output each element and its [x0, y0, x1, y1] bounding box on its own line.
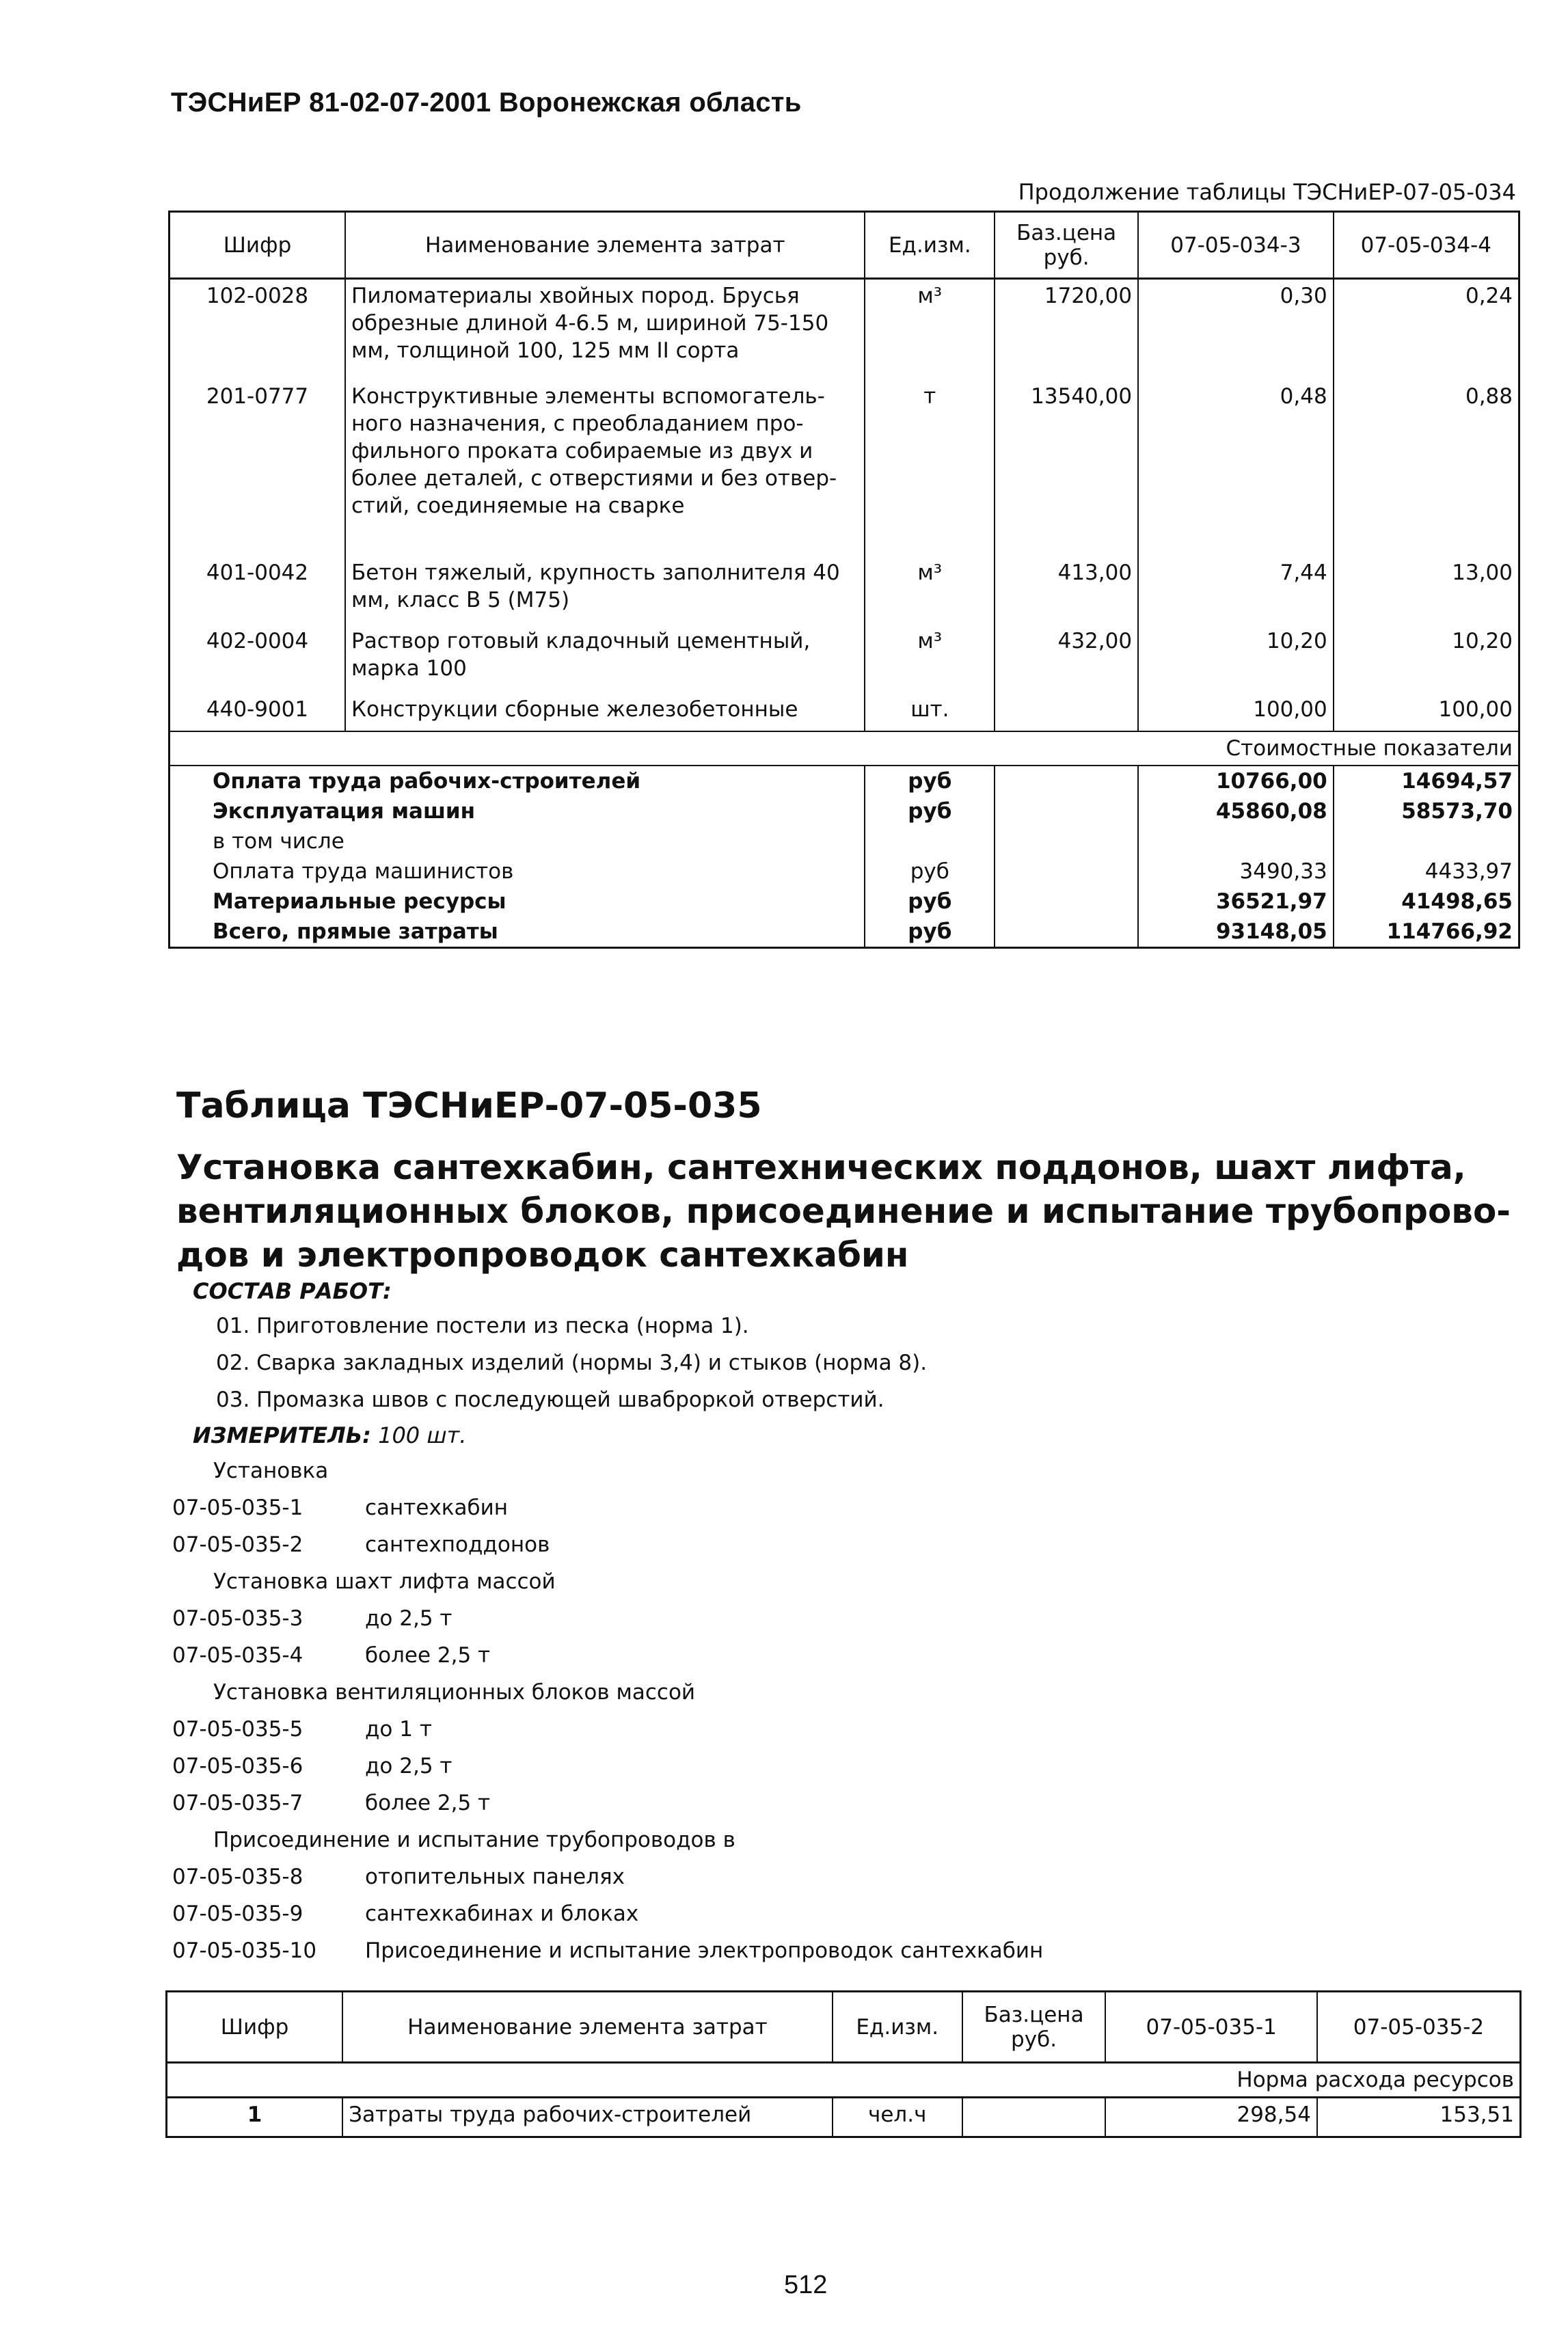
list-item-code: 07-05-035-1: [172, 1496, 303, 1520]
row-code: 201-0777: [170, 380, 346, 556]
resource-table-034: [168, 211, 1520, 949]
col-header-price: Баз.цена руб.: [962, 1992, 1106, 2063]
list-item-text: отопительных панелях: [365, 1865, 625, 1889]
resource-table-035: [165, 1990, 1522, 2138]
summary-value-2: 58573,70: [1334, 796, 1519, 826]
row-value-1: 7,44: [1138, 556, 1334, 625]
row-unit: м³: [865, 279, 995, 380]
measure-unit-value: 100 шт.: [378, 1422, 467, 1448]
section-subtitle: Установка сантехкабин, сантехнических поддонов, шахт лифта, вентиляционных блоков, присоединение и испытание трубопрово-дов и электропроводок сантехкабин: [176, 1148, 1511, 1275]
page-number: 512: [784, 2271, 828, 2299]
summary-name: Оплата труда рабочих-строителей: [170, 766, 865, 796]
row-value-1: 10,20: [1138, 625, 1334, 693]
list-item-text: более 2,5 т: [365, 1791, 491, 1815]
norm-label-row: [167, 2063, 1521, 2098]
summary-unit: руб: [865, 856, 995, 887]
list-item-text: сантехкабин: [365, 1496, 509, 1520]
list-item-text: до 2,5 т: [365, 1754, 452, 1778]
list-item-code: 07-05-035-6: [172, 1754, 303, 1778]
summary-unit: руб: [865, 917, 995, 948]
row-code: 440-9001: [170, 693, 346, 731]
summary-row: [170, 917, 1519, 948]
col-header-price: Баз.цена руб.: [995, 212, 1138, 279]
list-item-text: Присоединение и испытание электропроводок сантехкабин: [365, 1938, 1044, 1963]
row-value-2: 100,00: [1334, 693, 1519, 731]
summary-name: Всего, прямые затраты: [170, 917, 865, 948]
list-group-heading: Присоединение и испытание трубопроводов в: [213, 1828, 735, 1852]
summary-unit: [865, 826, 995, 856]
list-item-code: 07-05-035-4: [172, 1643, 303, 1668]
row-unit: шт.: [865, 693, 995, 731]
table-row: [170, 556, 1519, 625]
row-unit: т: [865, 380, 995, 556]
measure-unit-label: ИЗМЕРИТЕЛЬ:: [193, 1422, 371, 1448]
row-value-2: 153,51: [1317, 2098, 1521, 2137]
col-header-unit: Ед.изм.: [865, 212, 995, 279]
list-item-code: 07-05-035-10: [172, 1938, 317, 1963]
col-header-name: Наименование элемента затрат: [345, 212, 865, 279]
summary-row: [170, 826, 1519, 856]
summary-name: в том числе: [170, 826, 865, 856]
table-row: [170, 380, 1519, 556]
row-name: Раствор готовый кладочный цементный, марка 100: [345, 625, 865, 693]
list-item-code: 07-05-035-3: [172, 1606, 303, 1631]
row-code: 1: [167, 2098, 343, 2137]
list-item-text: сантехкабинах и блоках: [365, 1902, 639, 1926]
list-group-heading: Установка: [213, 1459, 329, 1483]
list-item-text: сантехподдонов: [365, 1532, 550, 1557]
col-header-code: Шифр: [167, 1992, 343, 2063]
work-item: 03. Промазка швов с последующей шваброркой отверстий.: [216, 1388, 884, 1412]
col-header-norm-1: 07-05-035-1: [1105, 1992, 1316, 2063]
list-item-code: 07-05-035-8: [172, 1865, 303, 1889]
list-item-text: до 2,5 т: [365, 1606, 452, 1631]
summary-row: [170, 856, 1519, 887]
row-unit: чел.ч: [833, 2098, 962, 2137]
summary-value-2: 41498,65: [1334, 887, 1519, 917]
list-item-text: до 1 т: [365, 1717, 432, 1742]
summary-value-1: 3490,33: [1138, 856, 1334, 887]
summary-value-2: 4433,97: [1334, 856, 1519, 887]
row-value-1: 298,54: [1105, 2098, 1316, 2137]
col-header-norm-1: 07-05-034-3: [1138, 212, 1334, 279]
row-name: Затраты труда рабочих-строителей: [342, 2098, 833, 2137]
table-row: [170, 279, 1519, 380]
row-value-2: 0,24: [1334, 279, 1519, 380]
row-price: 432,00: [995, 625, 1138, 693]
table-row: [167, 2098, 1521, 2137]
work-composition-heading: СОСТАВ РАБОТ:: [193, 1278, 392, 1304]
row-value-2: 0,88: [1334, 380, 1519, 556]
list-item-code: 07-05-035-7: [172, 1791, 303, 1815]
summary-name: Оплата труда машинистов: [170, 856, 865, 887]
table-continuation-caption: Продолжение таблицы ТЭСНиЕР-07-05-034: [1018, 179, 1516, 205]
row-name: Конструкции сборные железобетонные: [345, 693, 865, 731]
summary-value-1: 10766,00: [1138, 766, 1334, 796]
work-item: 02. Сварка закладных изделий (нормы 3,4) и стыков (норма 8).: [216, 1351, 928, 1375]
list-item-code: 07-05-035-2: [172, 1532, 303, 1557]
summary-unit: руб: [865, 887, 995, 917]
row-price: [995, 693, 1138, 731]
list-item-code: 07-05-035-5: [172, 1717, 303, 1742]
row-name: Пиломатериалы хвойных пород. Брусья обрезные длиной 4-6.5 м, шириной 75-150 мм, толщиной 100, 125 мм II сорта: [345, 279, 865, 380]
col-header-norm-2: 07-05-034-4: [1334, 212, 1519, 279]
summary-unit: руб: [865, 796, 995, 826]
row-price: [962, 2098, 1106, 2137]
norm-label: Норма расхода ресурсов: [167, 2063, 1521, 2098]
row-code: 102-0028: [170, 279, 346, 380]
col-header-name: Наименование элемента затрат: [342, 1992, 833, 2063]
summary-name: Эксплуатация машин: [170, 796, 865, 826]
measure-unit: [193, 1422, 466, 1448]
summary-unit: руб: [865, 766, 995, 796]
table-row: [170, 625, 1519, 693]
summary-value-1: 45860,08: [1138, 796, 1334, 826]
row-value-1: 0,30: [1138, 279, 1334, 380]
col-header-unit: Ед.изм.: [833, 1992, 962, 2063]
summary-row: [170, 796, 1519, 826]
list-group-heading: Установка шахт лифта массой: [213, 1569, 556, 1594]
summary-row: [170, 766, 1519, 796]
document-header: ТЭСНиЕР 81-02-07-2001 Воронежская область: [171, 87, 802, 118]
list-item-text: более 2,5 т: [365, 1643, 491, 1668]
table-row: [170, 693, 1519, 731]
summary-value-2: [1334, 826, 1519, 856]
work-item: 01. Приготовление постели из песка (норма 1).: [216, 1314, 749, 1338]
summary-value-1: 93148,05: [1138, 917, 1334, 948]
summary-value-1: [1138, 826, 1334, 856]
summary-label-row: [170, 731, 1519, 766]
row-unit: м³: [865, 625, 995, 693]
summary-row: [170, 887, 1519, 917]
summary-value-2: 14694,57: [1334, 766, 1519, 796]
row-value-1: 0,48: [1138, 380, 1334, 556]
col-header-norm-2: 07-05-035-2: [1317, 1992, 1521, 2063]
row-name: Конструктивные элементы вспомогатель-ного назначения, с преобладанием про-фильного проката собираемые из двух и более деталей, с отверстиями и без отвер-стий, соединяемые на сварке: [345, 380, 865, 556]
row-price: 1720,00: [995, 279, 1138, 380]
row-price: 13540,00: [995, 380, 1138, 556]
summary-label: Стоимостные показатели: [170, 731, 1519, 766]
section-title: Таблица ТЭСНиЕР-07-05-035: [176, 1085, 762, 1126]
col-header-code: Шифр: [170, 212, 346, 279]
list-group-heading: Установка вентиляционных блоков массой: [213, 1680, 696, 1705]
row-value-1: 100,00: [1138, 693, 1334, 731]
list-item-code: 07-05-035-9: [172, 1902, 303, 1926]
row-price: 413,00: [995, 556, 1138, 625]
row-name: Бетон тяжелый, крупность заполнителя 40 мм, класс В 5 (М75): [345, 556, 865, 625]
row-value-2: 10,20: [1334, 625, 1519, 693]
summary-value-1: 36521,97: [1138, 887, 1334, 917]
row-code: 402-0004: [170, 625, 346, 693]
row-value-2: 13,00: [1334, 556, 1519, 625]
row-code: 401-0042: [170, 556, 346, 625]
summary-value-2: 114766,92: [1334, 917, 1519, 948]
summary-name: Материальные ресурсы: [170, 887, 865, 917]
row-unit: м³: [865, 556, 995, 625]
